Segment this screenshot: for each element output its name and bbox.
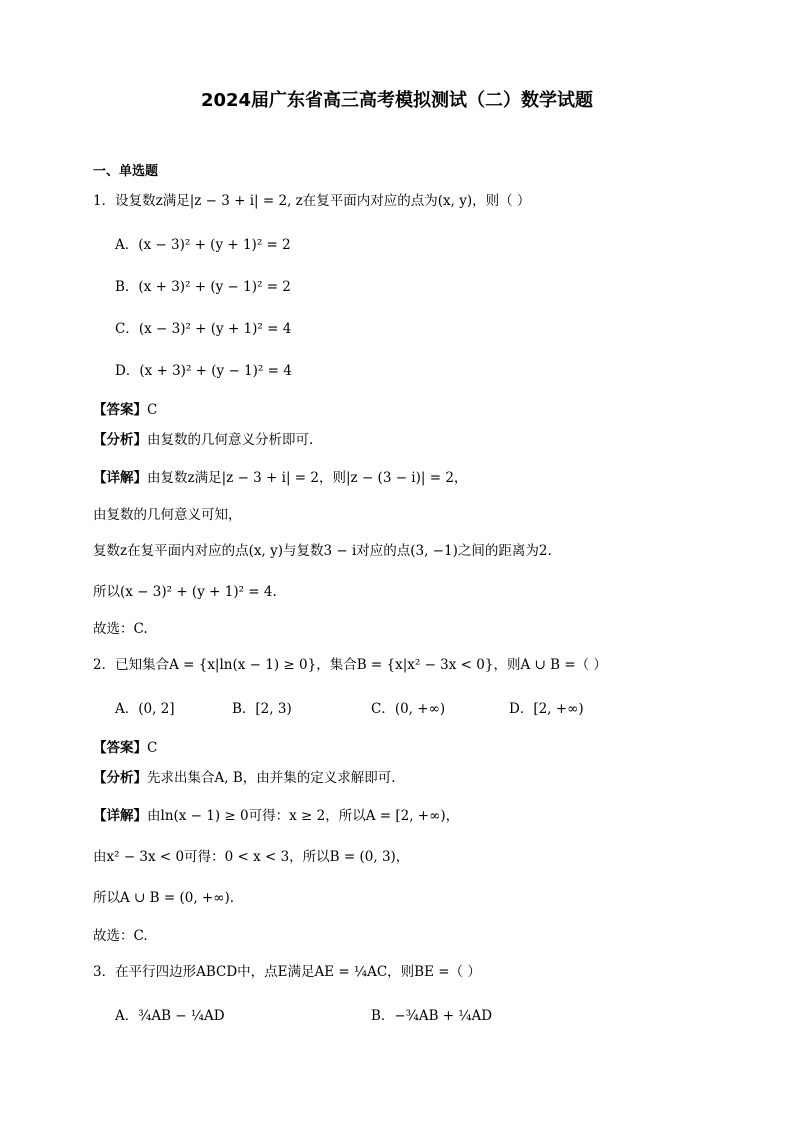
q1-answer: C	[147, 402, 158, 418]
q1-option-b: B．(x + 3)² + (y − 1)² = 2	[115, 279, 291, 295]
q2-detail-text-1: 由ln(x − 1) ≥ 0可得：x ≥ 2，所以A = [2, +∞)，	[147, 808, 460, 824]
q1-detail-line-1	[93, 469, 467, 487]
q1-option-a: A．(x − 3)² + (y + 1)² = 2	[115, 237, 291, 253]
q2-answer-line	[93, 739, 157, 757]
q1-analysis-tag: 【分析】	[93, 432, 147, 448]
q3-stem: 3．在平行四边形ABCD中，点E满足AE = ¼AC，则BE =（ ）	[93, 964, 481, 980]
q1-answer-tag: 【答案】	[93, 402, 147, 418]
q2-stem: 2．已知集合A = {x|ln(x − 1) ≥ 0}，集合B = {x|x² − 3x < 0}，则A ∪ B =（ ）	[93, 657, 607, 673]
q2-option-b: B．[2, 3)	[232, 701, 292, 717]
q1-detail-tag: 【详解】	[93, 470, 147, 486]
q1-analysis: 由复数的几何意义分析即可.	[147, 432, 314, 448]
q2-detail-line-2: 由x² − 3x < 0可得：0 < x < 3，所以B = (0, 3)，	[93, 849, 410, 865]
q1-detail-line-4: 所以(x − 3)² + (y + 1)² = 4.	[93, 584, 277, 600]
q1-option-d: D．(x + 3)² + (y − 1)² = 4	[115, 363, 292, 379]
q2-analysis-line	[93, 769, 396, 787]
q1-analysis-line	[93, 431, 313, 449]
document-title: 2024届广东省高三高考模拟测试（二）数学试题	[200, 90, 594, 111]
q3-option-a: A．¾AB − ¼AD	[115, 1008, 225, 1024]
q1-option-c: C．(x − 3)² + (y + 1)² = 4	[115, 321, 292, 337]
q2-detail-line-3: 所以A ∪ B = (0, +∞).	[93, 890, 235, 906]
q2-option-a: A．(0, 2]	[115, 701, 175, 717]
q1-detail-line-2: 由复数的几何意义可知，	[93, 507, 242, 523]
q2-answer: C	[147, 740, 158, 756]
q2-answer-tag: 【答案】	[93, 740, 147, 756]
q1-detail-text-1: 由复数z满足|z − 3 + i| = 2，则|z − (3 − i)| = 2，	[147, 470, 468, 486]
q1-detail-line-3: 复数z在复平面内对应的点(x, y)与复数3 − i对应的点(3, −1)之间的距离为2.	[93, 543, 552, 559]
q2-detail-tag: 【详解】	[93, 808, 147, 824]
q3-option-b: B．−¾AB + ¼AD	[371, 1008, 493, 1024]
q2-option-d: D．[2, +∞)	[509, 701, 584, 717]
q2-detail-line-1	[93, 807, 459, 825]
q2-option-c: C．(0, +∞)	[371, 701, 446, 717]
q2-detail-line-4: 故选：C.	[93, 928, 148, 944]
q1-stem: 1．设复数z满足|z − 3 + i| = 2, z在复平面内对应的点为(x, y)，则（ ）	[93, 193, 531, 209]
section-heading: 一、单选题	[93, 164, 159, 179]
q1-detail-line-5: 故选：C.	[93, 621, 148, 637]
q2-analysis: 先求出集合A, B，由并集的定义求解即可.	[147, 770, 396, 786]
q1-answer-line	[93, 401, 157, 419]
q2-analysis-tag: 【分析】	[93, 770, 147, 786]
